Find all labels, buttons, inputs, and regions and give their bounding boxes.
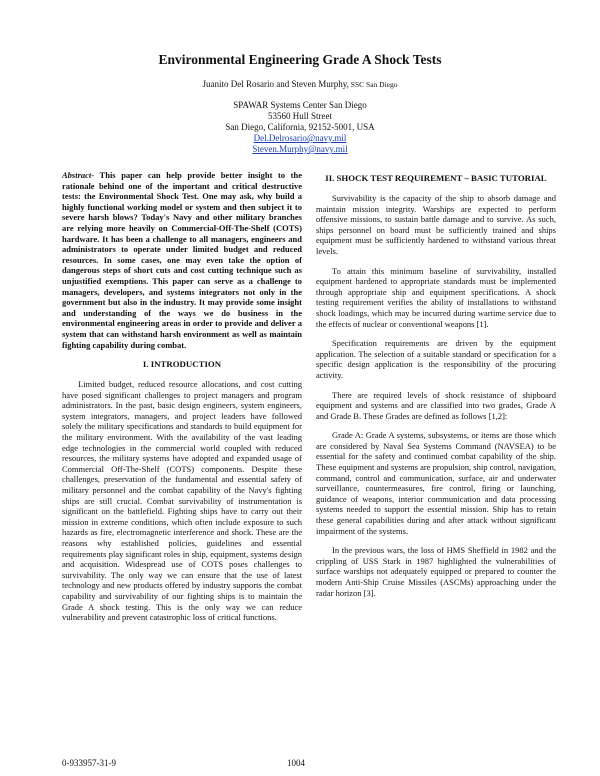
section-2-heading: II. SHOCK TEST REQUIREMENT – BASIC TUTORIAL <box>325 173 547 183</box>
section-2-paragraph-6: In the previous wars, the loss of HMS Sheffield in 1982 and the crippling of USS Stark in 1987 highlighted the vulnerabilities of surface warships not adequately equipped or prepared to counter the modern Anti-Ship Cruise Missiles (ASCMs) approaching under the radar horizon [3]. <box>316 545 556 598</box>
isbn-footer: 0-933957-31-9 <box>62 758 116 768</box>
author-names: Juanito Del Rosario and Steven Murphy, <box>202 79 349 89</box>
address-block <box>0 100 600 155</box>
page-number: 1004 <box>287 758 305 768</box>
section-1-heading: I. INTRODUCTION <box>142 359 222 370</box>
intro-paragraph: Limited budget, reduced resource allocations, and cost cutting have posed significant challenges to project managers and program administrators. In the past, basic design engineers, system engineers, system integrators, managers, and project leaders have followed solely the military specifications and standards to build equipment for the military environment. With the availability of the vast leading edge technologies in the commercial world coupled with reduced resources, the military systems have adopted and expanded usage of Commercial Off-The-Shelf (COTS) components. Despite these challenges, preservation of the fundamental and essential safety of military personnel and the combat capability of the Navy's fighting ships are still crucial. Combat survivability of instrumentation is significant on the battlefield. Fighting ships have to carry out their mission in extreme conditions, which often include exposure to such hazards as fire, electromagnetic interference and shock. These are the reasons why established policies, guidelines and essential requirements play significant roles in ship, equipment, systems design and acquisition. Widespread use of COTS poses challenges to survivability. The only way we can ensure that the use of latest technology and new products offered by industry supports the combat capability and survivability of our fighting ships is to maintain the Grade A shock testing. This is the only way we can reduce vulnerability and prevent catastrophic loss of critical functions. <box>62 379 302 623</box>
abstract-text: - This paper can help provide better insight to the rationale behind one of the important and critical destructive tests: the Environmental Shock Test. One may ask, why build a highly functional working model or system and then subject it to severe harsh blows? Today's Navy and other military branches are relying more heavily on Commercial-Off-The-Shelf (COTS) hardware. It has been a challenge to all managers, engineers and administrators to operate under limited budget and reduced resources. In some cases, one may even take the option of dangerous steps of short cuts and cost cutting technique such as unjustified exemptions. This paper can serve as a challenge to managers, developers, and systems integrators not only in the government but also in the industry. It may provide some insight and understanding of the ways we do business in the environmental engineering areas in order to provide and deliver a system that can withstand harsh environment as well as maintain fighting capability during combat. <box>62 170 302 350</box>
paper-title: Environmental Engineering Grade A Shock Tests <box>158 52 442 67</box>
author-affiliation: SSC San Diego <box>348 80 398 89</box>
address-city: San Diego, California, 92152-5001, USA <box>225 122 375 132</box>
email-link-delrosario[interactable]: Del.Delrosario@navy.mil <box>253 133 347 143</box>
abstract-label: Abstract <box>62 170 92 180</box>
author-line <box>0 79 600 89</box>
abstract-paragraph <box>62 170 302 350</box>
section-2-paragraph-5: Grade A: Grade A systems, subsystems, or items are those which are considered by Naval Sea Systems Command (NAVSEA) to be essential for the safety and continued combat capability of the ship. These equipment and systems are propulsion, ship control, navigation, command, control and communication, surface, air and underwater surveillance, countermeasures, fire control, firing or launching, guidance of weapons, interior communication and data processing systems needed to support the essential mission. Ship has to retain these general capabilities during and after attack without significant impairment of the systems. <box>316 430 556 536</box>
section-2-paragraph-4: There are required levels of shock resistance of shipboard equipment and systems and are classified into two grades, Grade A and Grade B. These Grades are defined as follows [1,2]: <box>316 389 556 421</box>
left-column <box>62 170 302 632</box>
section-2-paragraph-3: Specification requirements are driven by the equipment application. The selection of a suitable standard or specification for a specific design application is the responsibility of the procuring activity. <box>316 338 556 380</box>
section-2-paragraph-2: To attain this minimum baseline of survivability, installed equipment hardened to appropriate standards must be implemented through appropriate ship and equipment specifications. A shock testing requirement verifies the ability of installations to withstand shock loadings, which may be incurred during wartime service due to the effects of nuclear or conventional weapons [1]. <box>316 265 556 329</box>
right-column <box>316 170 556 607</box>
address-street: 53560 Hull Street <box>268 111 332 121</box>
email-link-murphy[interactable]: Steven.Murphy@navy.mil <box>252 144 348 154</box>
section-2-paragraph-1: Survivability is the capacity of the ship to absorb damage and maintain mission integrity. Warships are expected to perform offensive missions, to sustain battle damage and to survive. As such, ships personnel on board must be sufficiently trained and ships equipment must be sufficiently hardened to withstand various threat levels. <box>316 193 556 256</box>
address-org: SPAWAR Systems Center San Diego <box>233 100 367 110</box>
